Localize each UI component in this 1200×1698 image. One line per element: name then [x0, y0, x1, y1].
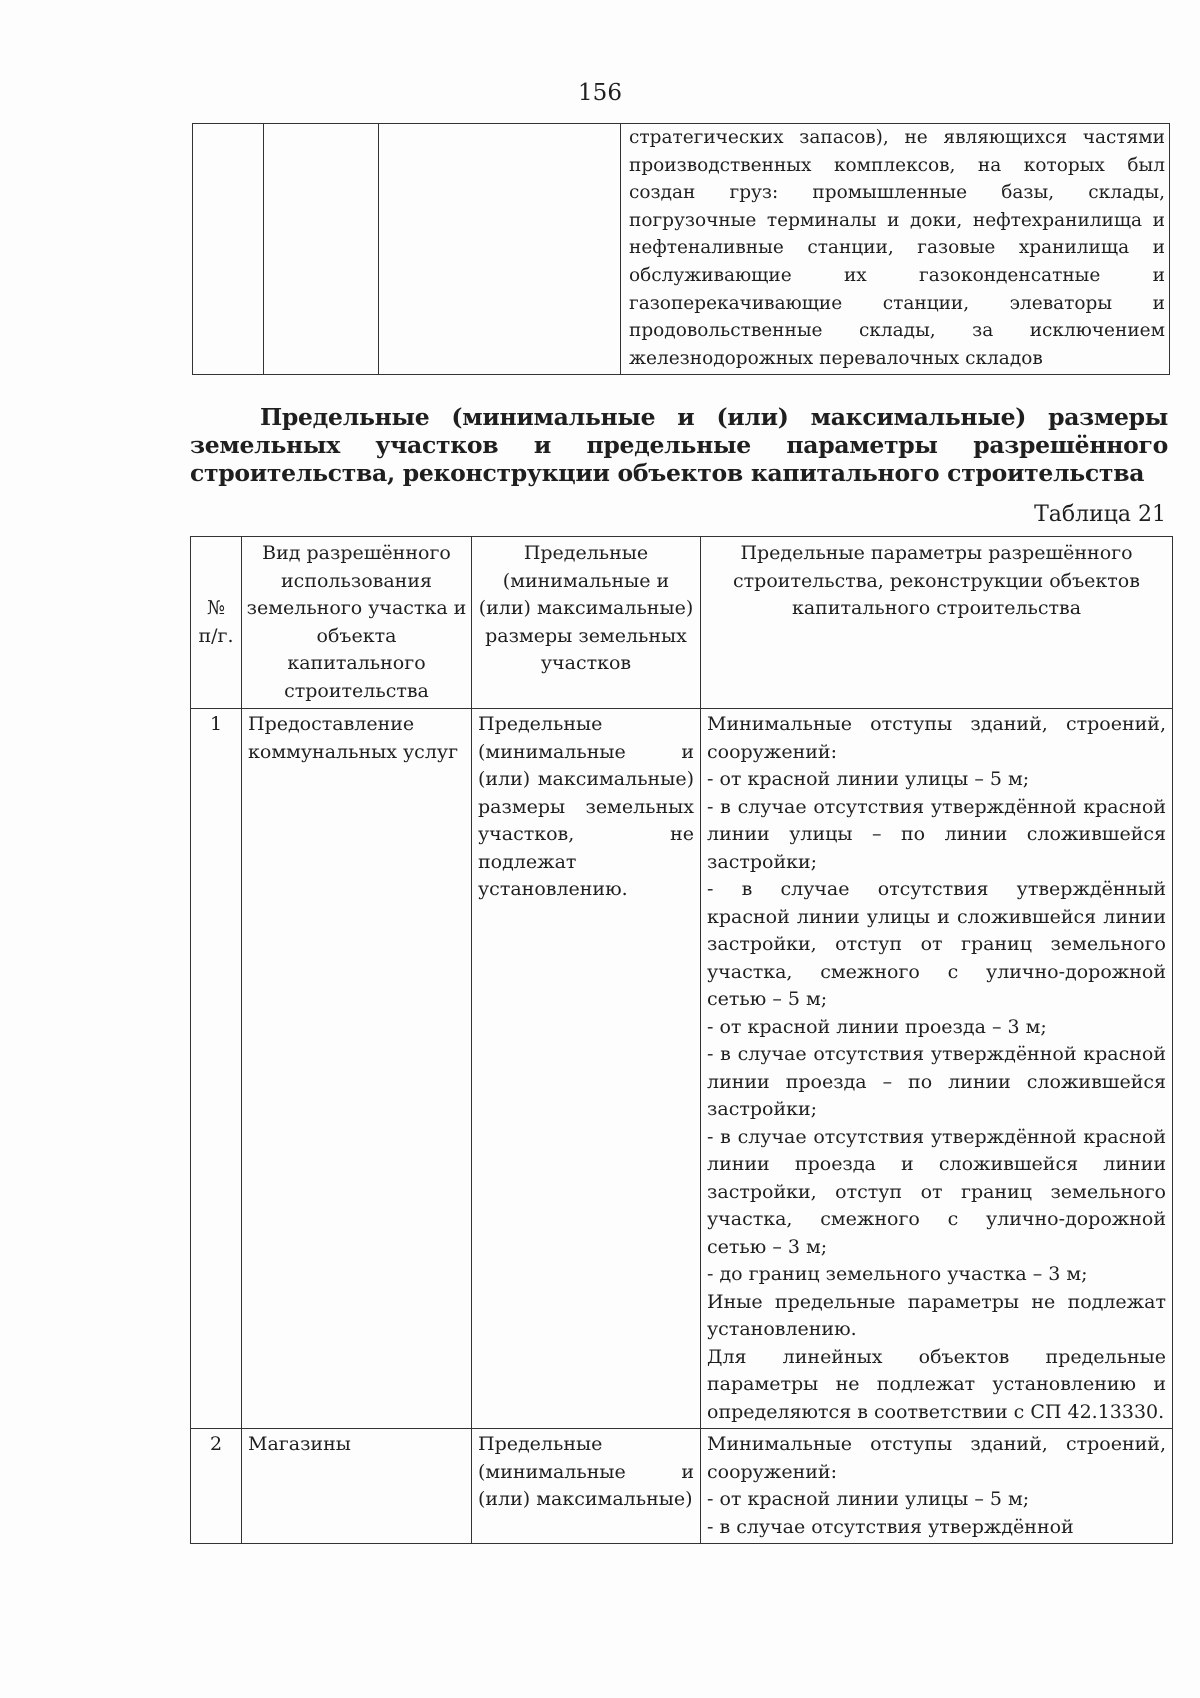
- header-use-type: Вид разрешённого использования земельного участка и объекта капитального строительства: [242, 537, 472, 709]
- row-plot-sizes: Предельные (минимальные и (или) максимальные): [472, 1429, 701, 1544]
- continuation-table: [192, 123, 1170, 375]
- header-num: № п/г.: [191, 537, 242, 709]
- param-line: - в случае отсутствия утверждённой красной линии улицы – по линии сложившейся застройки;: [707, 795, 1166, 873]
- param-line: - в случае отсутствия утверждённой: [707, 1515, 1074, 1538]
- empty-cell: [193, 124, 264, 375]
- table-row: [191, 709, 1173, 1429]
- continuation-text: стратегических запасов), не являющихся частями производственных комплексов, на которых был создан груз: промышленные базы, склады, погрузочные терминалы и доки, нефтехранилища и нефтеналивные станции, газовые хранилища и обслуживающие их газоконденсатные и газоперекачивающие станции, элеваторы и продовольственные склады, за исключением железнодорожных перевалочных складов: [621, 124, 1170, 375]
- table-row: [191, 1429, 1173, 1544]
- param-line: - в случае отсутствия утверждённой красной линии проезда и сложившейся линии застройки, отступ от границ земельного участка, смежного с улично-дорожной сетью – 3 м;: [707, 1125, 1166, 1258]
- param-line: Для линейных объектов предельные параметры не подлежат установлению и определяются в соответствии с СП 42.13330.: [707, 1345, 1166, 1423]
- param-line: - в случае отсутствия утверждённый красной линии улицы и сложившейся линии застройки, отступ от границ земельного участка, смежного с улично-дорожной сетью – 5 м;: [707, 878, 1166, 1010]
- table-label: Таблица 21: [1034, 502, 1166, 527]
- param-line: - от красной линии проезда – 3 м;: [707, 1015, 1047, 1038]
- row-params: [701, 709, 1173, 1429]
- row-use-type: Предоставление коммунальных услуг: [242, 709, 472, 1429]
- row-use-type: Магазины: [242, 1429, 472, 1544]
- limits-table: [190, 536, 1173, 1544]
- param-line: - от красной линии улицы – 5 м;: [707, 768, 1030, 790]
- header-row: [191, 537, 1173, 709]
- table-row: [193, 124, 1170, 375]
- param-line: - до границ земельного участка – 3 м;: [707, 1263, 1088, 1285]
- empty-cell: [379, 124, 621, 375]
- param-line: Иные предельные параметры не подлежат установлению.: [707, 1290, 1166, 1340]
- param-line: - в случае отсутствия утверждённой красной линии проезда – по линии сложившейся застройки;: [707, 1043, 1166, 1120]
- row-num: 2: [191, 1429, 242, 1544]
- header-plot-sizes: Предельные (минимальные и (или) максимальные) размеры земельных участков: [472, 537, 701, 709]
- header-params: Предельные параметры разрешённого строительства, реконструкции объектов капитального строительства: [701, 537, 1173, 709]
- page-number: 156: [578, 80, 622, 106]
- row-plot-sizes: Предельные (минимальные и (или) максимальные) размеры земельных участков, не подлежат установлению.: [472, 709, 701, 1429]
- param-line: - от красной линии улицы – 5 м;: [707, 1488, 1030, 1510]
- param-line: Минимальные отступы зданий, строений, сооружений:: [707, 713, 1166, 763]
- row-num: 1: [191, 709, 242, 1429]
- row-params: [701, 1429, 1173, 1544]
- empty-cell: [264, 124, 379, 375]
- param-line: Минимальные отступы зданий, строений, сооружений:: [707, 1433, 1166, 1483]
- section-heading: Предельные (минимальные и (или) максимальные) размеры земельных участков и предельные параметры разрешённого строительства, реконструкции объектов капитального строительства: [190, 403, 1168, 487]
